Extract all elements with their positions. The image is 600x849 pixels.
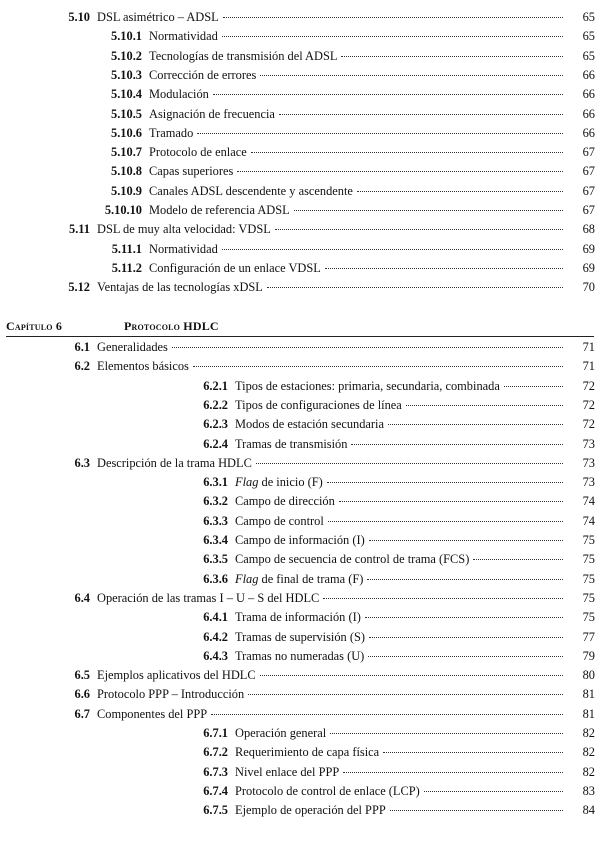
toc-entry-number: 6.2.1 xyxy=(203,378,228,393)
toc-entry-title: Tipos de configuraciones de línea xyxy=(235,397,402,412)
toc-entry-number: 6.7.2 xyxy=(203,745,228,760)
dot-leader xyxy=(294,210,563,211)
toc-entry[interactable] xyxy=(30,685,595,703)
dot-leader xyxy=(343,772,563,773)
toc-entry-title: Tramas de transmisión xyxy=(235,436,348,451)
dot-leader xyxy=(388,424,563,425)
toc-entry[interactable] xyxy=(168,550,595,568)
toc-entry[interactable] xyxy=(30,589,595,607)
toc-entry-number: 6.2.2 xyxy=(203,397,228,412)
toc-entry[interactable] xyxy=(168,570,595,588)
chapter-label: Capítulo 6 xyxy=(6,319,63,333)
dot-leader xyxy=(357,191,563,192)
toc-entry-title xyxy=(228,570,363,588)
dot-leader xyxy=(260,675,563,676)
toc-entry-title-text: de inicio (F) xyxy=(258,475,323,490)
toc-entry-page: 66 xyxy=(582,125,595,140)
dot-leader xyxy=(237,171,563,172)
toc-entry-number: 5.10.9 xyxy=(111,183,142,198)
toc-entry-title: Corrección de errores xyxy=(149,67,257,82)
dot-leader xyxy=(193,366,563,367)
toc-entry-title-text: de final de trama (F) xyxy=(258,571,364,586)
toc-entry-number: 6.2.3 xyxy=(203,417,228,432)
toc-entry-page: 66 xyxy=(582,106,595,121)
toc-entry[interactable] xyxy=(30,8,595,26)
dot-leader xyxy=(248,694,563,695)
toc-entry[interactable] xyxy=(168,512,595,530)
toc-entry-page: 84 xyxy=(582,803,595,818)
toc-entry-page: 79 xyxy=(582,648,595,663)
dot-leader xyxy=(197,133,563,134)
toc-entry-title: Tramas de supervisión (S) xyxy=(235,629,365,644)
dot-leader xyxy=(327,482,563,483)
dot-leader xyxy=(251,152,563,153)
toc-entry-number: 5.10.5 xyxy=(111,106,142,121)
toc-entry-page: 67 xyxy=(582,183,595,198)
dot-leader xyxy=(406,405,563,406)
dot-leader xyxy=(323,598,563,599)
dot-leader xyxy=(325,268,563,269)
dot-leader xyxy=(424,791,563,792)
toc-entry-page: 65 xyxy=(582,29,595,44)
toc-entry-page: 75 xyxy=(582,590,595,605)
toc-entry[interactable] xyxy=(30,357,595,375)
toc-entry-title: Componentes del PPP xyxy=(97,706,208,721)
toc-entry-title: DSL asimétrico – ADSL xyxy=(97,10,219,24)
dot-leader xyxy=(339,501,563,502)
dot-leader xyxy=(504,386,563,387)
toc-entry[interactable] xyxy=(82,105,595,123)
toc-entry-number: 6.7.4 xyxy=(203,783,228,798)
toc-entry[interactable] xyxy=(82,124,595,142)
toc-entry-title: Tramado xyxy=(149,125,194,140)
toc-entry[interactable] xyxy=(82,162,595,180)
toc-entry-page: 66 xyxy=(582,67,595,82)
toc-entry-page: 82 xyxy=(582,764,595,779)
toc-entry-page: 73 xyxy=(582,455,595,470)
toc-entry[interactable] xyxy=(82,259,595,277)
toc-entry-page: 77 xyxy=(582,629,595,644)
toc-entry-page: 75 xyxy=(582,571,595,586)
toc-entry[interactable] xyxy=(168,724,595,742)
dot-leader xyxy=(341,56,563,57)
toc-entry-page: 67 xyxy=(582,164,595,179)
toc-entry-title: Ejemplo de operación del PPP xyxy=(235,803,386,818)
toc-entry-number: 6.7 xyxy=(74,706,90,721)
toc-entry-title: Normatividad xyxy=(149,241,218,256)
toc-entry-number: 6.1 xyxy=(74,340,90,354)
toc-entry[interactable] xyxy=(168,473,595,491)
toc-entry-title: Trama de información (I) xyxy=(235,610,361,625)
toc-entry-number: 5.10 xyxy=(68,10,90,24)
toc-entry-title: Tecnologías de transmisión del ADSL xyxy=(149,48,338,63)
dot-leader xyxy=(473,559,563,560)
toc-entry-page: 81 xyxy=(582,687,595,702)
toc-entry-title xyxy=(228,473,323,491)
dot-leader xyxy=(256,463,563,464)
toc-entry[interactable] xyxy=(82,85,595,103)
toc-entry-page: 72 xyxy=(582,417,595,432)
toc-entry-number: 5.10.1 xyxy=(111,29,142,44)
toc-entry[interactable] xyxy=(82,27,595,45)
toc-entry-number: 6.4.3 xyxy=(203,648,228,663)
toc-entry-title: Canales ADSL descendente y ascendente xyxy=(149,183,353,198)
dot-leader xyxy=(275,229,563,230)
toc-entry-number: 6.3.4 xyxy=(203,533,228,547)
toc-entry[interactable] xyxy=(168,647,595,665)
dot-leader xyxy=(222,249,563,250)
toc-entry-page: 75 xyxy=(582,610,595,625)
toc-entry-page: 81 xyxy=(582,706,595,721)
dot-leader xyxy=(172,347,563,348)
toc-entry-title: Modelo de referencia ADSL xyxy=(149,203,290,217)
toc-entry-page: 73 xyxy=(582,436,595,451)
toc-entry-page: 65 xyxy=(582,10,595,24)
toc-entry[interactable] xyxy=(168,608,595,626)
toc-entry[interactable] xyxy=(168,396,595,414)
toc-entry-title-emphasis: Flag xyxy=(235,571,259,586)
toc-entry-page: 75 xyxy=(582,552,595,567)
dot-leader xyxy=(267,287,563,288)
toc-entry-page: 80 xyxy=(582,668,595,683)
toc-entry-title: Asignación de frecuencia xyxy=(149,106,275,121)
toc-entry-number: 5.10.7 xyxy=(111,145,142,160)
toc-entry-title: Generalidades xyxy=(97,340,168,354)
toc-entry-title: Campo de secuencia de control de trama (FCS) xyxy=(235,552,470,567)
toc-entry-title: Protocolo PPP – Introducción xyxy=(97,687,245,702)
dot-leader xyxy=(368,656,563,657)
toc-entry-number: 6.4.1 xyxy=(203,610,228,625)
toc-entry-title: Requerimiento de capa física xyxy=(235,745,380,760)
toc-entry-number: 6.4 xyxy=(74,590,90,605)
dot-leader xyxy=(390,810,563,811)
toc-entry-title: Nivel enlace del PPP xyxy=(235,764,340,779)
toc-entry-page: 69 xyxy=(582,260,595,275)
toc-entry[interactable] xyxy=(168,801,595,819)
toc-entry-page: 68 xyxy=(582,222,595,237)
dot-leader xyxy=(369,637,563,638)
toc-entry[interactable] xyxy=(30,666,595,684)
toc-entry-title: Protocolo de control de enlace (LCP) xyxy=(235,783,420,798)
toc-entry-page: 69 xyxy=(582,241,595,256)
chapter-title: Protocolo HDLC xyxy=(124,319,219,333)
toc-entry-title: Normatividad xyxy=(149,29,218,44)
dot-leader xyxy=(367,579,563,580)
toc-entry-title: Campo de control xyxy=(235,513,324,528)
toc-entry-page: 71 xyxy=(582,359,595,374)
toc-entry-number: 5.10.4 xyxy=(111,87,142,102)
toc-entry[interactable] xyxy=(82,201,595,219)
dot-leader xyxy=(351,444,563,445)
toc-entry-number: 6.3.6 xyxy=(203,571,228,586)
dot-leader xyxy=(365,617,563,618)
toc-entry-title: Protocolo de enlace xyxy=(149,145,247,160)
toc-entry[interactable] xyxy=(82,240,595,258)
toc-entry-number: 5.11.1 xyxy=(111,241,142,256)
toc-entry-page: 70 xyxy=(582,280,595,295)
toc-entry-title: Configuración de un enlace VDSL xyxy=(149,260,321,275)
toc-entry-number: 6.2 xyxy=(74,359,90,374)
dot-leader xyxy=(330,733,563,734)
toc-entry[interactable] xyxy=(82,47,595,65)
toc-entry[interactable] xyxy=(168,377,595,395)
toc-entry[interactable] xyxy=(168,435,595,453)
dot-leader xyxy=(369,540,563,541)
toc-entry-page: 72 xyxy=(582,378,595,393)
toc-entry-title: Modos de estación secundaria xyxy=(235,417,384,432)
toc-entry-page: 74 xyxy=(582,513,595,528)
toc-entry-page: 71 xyxy=(582,340,595,354)
toc-entry-title: Operación general xyxy=(235,726,327,740)
toc-entry-page: 83 xyxy=(582,783,595,798)
toc-entry-number: 5.12 xyxy=(68,280,90,295)
toc-entry-page: 72 xyxy=(582,397,595,412)
toc-entry-number: 5.10.6 xyxy=(111,125,142,140)
toc-entry-page: 74 xyxy=(582,494,595,509)
toc-entry-page: 82 xyxy=(582,726,595,740)
toc-entry-page: 67 xyxy=(582,203,595,217)
toc-entry-number: 6.7.1 xyxy=(203,726,228,740)
toc-entry-number: 6.2.4 xyxy=(203,436,228,451)
toc-entry-number: 6.7.5 xyxy=(203,803,228,818)
toc-entry-title-emphasis: Flag xyxy=(235,475,259,490)
toc-entry[interactable] xyxy=(30,454,595,472)
dot-leader xyxy=(223,17,563,18)
toc-entry-number: 5.11.2 xyxy=(111,260,142,275)
toc-entry[interactable] xyxy=(82,182,595,200)
toc-entry-title: Ejemplos aplicativos del HDLC xyxy=(97,668,256,683)
toc-entry-title: Tramas no numeradas (U) xyxy=(235,648,365,663)
toc-entry-page: 66 xyxy=(582,87,595,102)
toc-entry[interactable] xyxy=(82,143,595,161)
toc-entry-page: 65 xyxy=(582,48,595,63)
toc-entry-number: 6.5 xyxy=(74,668,90,683)
toc-entry-title: Campo de dirección xyxy=(235,494,335,509)
toc-entry-number: 6.3.3 xyxy=(203,513,228,528)
toc-entry-title: Capas superiores xyxy=(149,164,234,179)
toc-entry[interactable] xyxy=(82,66,595,84)
toc-entry-number: 5.10.3 xyxy=(111,67,142,82)
toc-entry-title: Elementos básicos xyxy=(97,359,189,374)
toc-entry-title: Operación de las tramas I – U – S del HDLC xyxy=(97,590,320,605)
dot-leader xyxy=(222,36,563,37)
toc-entry-number: 5.11 xyxy=(69,222,90,237)
toc-entry-number: 5.10.10 xyxy=(104,203,142,217)
toc-entry-number: 6.3.5 xyxy=(203,552,228,567)
toc-entry-page: 73 xyxy=(582,475,595,490)
toc-entry-title: Ventajas de las tecnologías xDSL xyxy=(97,280,263,295)
toc-entry-number: 6.7.3 xyxy=(203,764,228,779)
toc-entry-number: 6.4.2 xyxy=(203,629,228,644)
dot-leader xyxy=(328,521,563,522)
toc-entry[interactable] xyxy=(30,705,595,723)
toc-entry-number: 6.6 xyxy=(74,687,90,702)
toc-entry-number: 6.3.2 xyxy=(203,494,228,509)
dot-leader xyxy=(260,75,563,76)
toc-entry[interactable] xyxy=(168,743,595,761)
toc-entry[interactable] xyxy=(168,628,595,646)
toc-entry-number: 5.10.2 xyxy=(111,48,142,63)
toc-entry-title: DSL de muy alta velocidad: VDSL xyxy=(97,222,271,237)
toc-entry-title: Modulación xyxy=(149,87,209,102)
toc-entry-title: Campo de información (I) xyxy=(235,533,365,547)
dot-leader xyxy=(279,114,563,115)
toc-entry[interactable] xyxy=(168,415,595,433)
toc-entry[interactable] xyxy=(30,338,595,356)
toc-entry-page: 82 xyxy=(582,745,595,760)
toc-entry[interactable] xyxy=(30,220,595,238)
toc-entry[interactable] xyxy=(168,782,595,800)
toc-entry-number: 6.3.1 xyxy=(203,475,228,490)
toc-entry-number: 6.3 xyxy=(74,455,90,470)
toc-entry[interactable] xyxy=(168,492,595,510)
dot-leader xyxy=(383,752,563,753)
toc-entry-title: Tipos de estaciones: primaria, secundaria, combinada xyxy=(235,378,500,393)
dot-leader xyxy=(211,714,563,715)
toc-entry[interactable] xyxy=(30,278,595,296)
toc-entry[interactable] xyxy=(168,763,595,781)
chapter-heading xyxy=(6,318,594,337)
toc-entry[interactable] xyxy=(168,531,595,549)
toc-entry-page: 75 xyxy=(582,533,595,547)
toc-entry-title: Descripción de la trama HDLC xyxy=(97,455,252,470)
toc-entry-number: 5.10.8 xyxy=(111,164,142,179)
toc-entry-page: 67 xyxy=(582,145,595,160)
dot-leader xyxy=(213,94,563,95)
